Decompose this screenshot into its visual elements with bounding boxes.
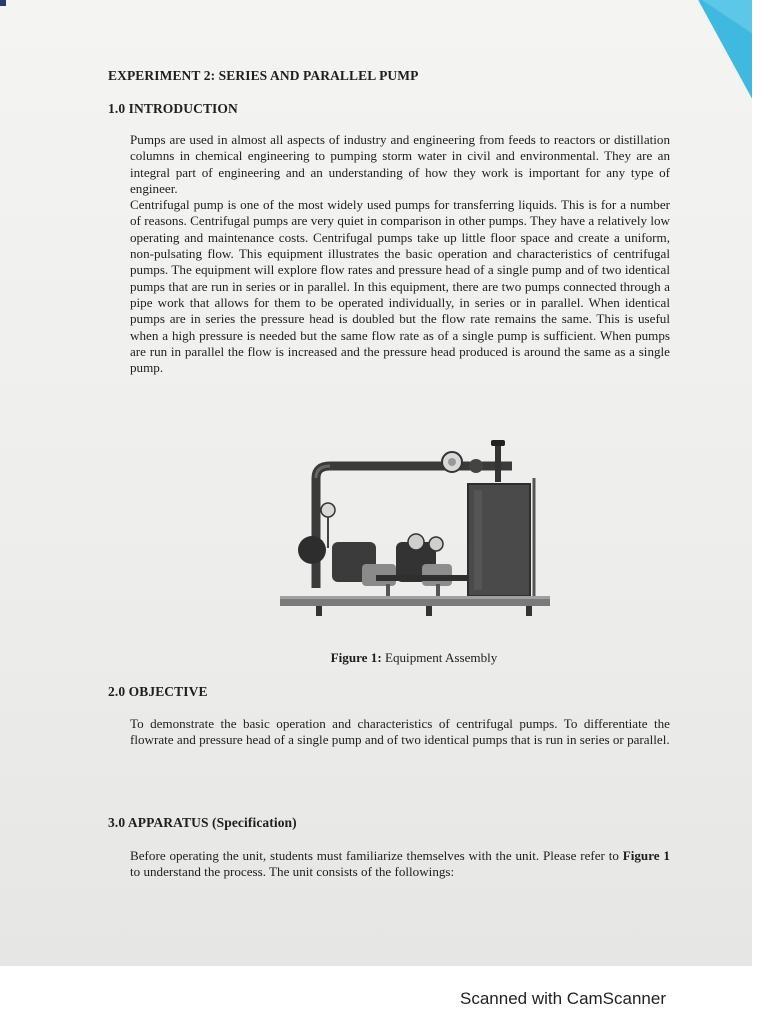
apparatus-body [130, 848, 670, 881]
apparatus-heading: 3.0 APPARATUS (Specification) [108, 815, 297, 830]
apparatus-paragraph [130, 848, 670, 881]
introduction-heading: 1.0 INTRODUCTION [108, 101, 238, 116]
equipment-assembly-photo [276, 438, 552, 620]
camscanner-watermark: Scanned with CamScanner [460, 989, 667, 1008]
objective-body [130, 716, 670, 749]
scan-artifact [0, 0, 6, 6]
document-title: EXPERIMENT 2: SERIES AND PARALLEL PUMP [108, 68, 419, 83]
apparatus-figure-reference: Figure 1 [622, 848, 670, 863]
introduction-paragraph-2: Centrifugal pump is one of the most widely used pumps for transferring liquids. This is for a number of reasons. Centrifugal pumps are very quiet in comparison in other pumps. They have a relatively low operating and maintenance costs. Centrifugal pumps take up little floor space and create a uniform, non-pulsating flow. This equipment illustrates the basic operation and characteristics of centrifugal pumps. The equipment will explore flow rates and pressure head of a single pump and of two identical pumps that are run in series or in parallel. In this equipment, there are two pumps connected through a pipe work that allows for them to be operated individually, in series or in parallel. When identical pumps are in series the pressure head is doubled but the flow rate remains the same. This is useful when a high pressure is needed but the same flow rate as of a single pump is sufficient. When pumps are run in parallel the flow is increased and the pressure head produced is around the same as a single pump. [130, 197, 670, 376]
introduction-body [130, 132, 670, 376]
objective-paragraph: To demonstrate the basic operation and characteristics of centrifugal pumps. To differentiate the flowrate and pressure head of a single pump and of two identical pumps that is run in series or parallel. [130, 716, 670, 748]
apparatus-text-after: to understand the process. The unit consists of the followings: [130, 864, 455, 880]
figure-caption-text: Equipment Assembly [381, 650, 498, 665]
page-corner-fold [686, 0, 752, 106]
apparatus-text-before: Before operating the unit, students must familiarize themselves with the unit. Please refer to [130, 848, 623, 863]
objective-heading: 2.0 OBJECTIVE [108, 684, 208, 699]
figure-caption [0, 650, 752, 666]
figure-caption-label: Figure 1: [330, 650, 382, 665]
introduction-paragraph-1: Pumps are used in almost all aspects of industry and engineering from feeds to reactors or distillation columns in chemical engineering to pumping storm water in civil and environmental. They are an integral part of engineering and an understanding of how they work is important for any type of engineer. [130, 132, 670, 196]
